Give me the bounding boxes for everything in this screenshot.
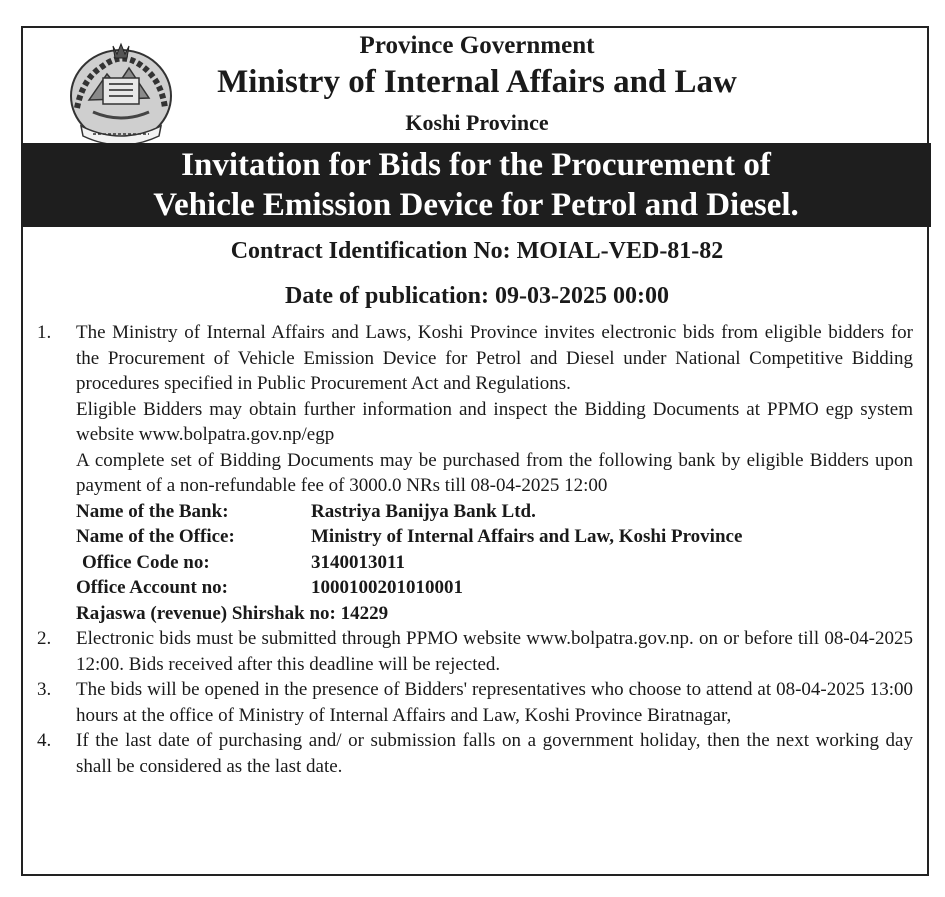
contract-identification: Contract Identification No: MOIAL-VED-81-82 [230, 238, 724, 264]
ministry-name: Ministry of Internal Affairs and Law [217, 64, 737, 100]
list-item [23, 320, 931, 626]
item-paragraph: Electronic bids must be submitted through PPMO website www.bolpatra.gov.np. on or before till 08-04-2025 12:00. Bids received after this deadline will be rejected. [76, 628, 913, 675]
office-account-value: 1000100201010001 [311, 577, 463, 598]
office-name-row [76, 524, 913, 550]
item-number: 1. [37, 322, 52, 343]
item-number: 4. [37, 730, 52, 751]
bank-name-value: Rastriya Banijya Bank Ltd. [311, 500, 536, 522]
notice-body [23, 320, 931, 779]
list-item [23, 728, 931, 779]
office-code-value: 3140013011 [311, 551, 405, 573]
office-code-label: Office Code no: [82, 551, 210, 573]
office-code-row [76, 550, 913, 576]
bank-name-label: Name of the Bank: [76, 500, 229, 522]
item-number: 2. [37, 628, 52, 649]
item-paragraph: A complete set of Bidding Documents may be purchased from the following bank by eligible Bidders upon payment of a non-refundable fee of 3000.0 NRs till 08-04-2025 12:00 [76, 449, 913, 496]
title-banner [21, 143, 931, 227]
office-account-row [76, 575, 913, 601]
province-name: Koshi Province [405, 110, 549, 135]
bank-name-row [76, 499, 913, 525]
notice-frame [21, 26, 929, 876]
item-paragraph: If the last date of purchasing and/ or submission falls on a government holiday, then the next working day shall be considered as the last date. [76, 730, 913, 777]
item-paragraph: The Ministry of Internal Affairs and Laws, Koshi Province invites electronic bids from eligible bidders for the Procurement of Vehicle Emission Device for Petrol and Diesel under National Competitive Bidding procedures specified in Public Procurement Act and Regulations. [76, 322, 913, 394]
rajaswa-shirshak: Rajaswa (revenue) Shirshak no: 14229 [76, 602, 389, 624]
item-paragraph: Eligible Bidders may obtain further information and inspect the Bidding Documents at PPMO egp system website www.bolpatra.gov.np/egp [76, 398, 913, 445]
header-line-1: Province Government [359, 32, 595, 59]
list-item [23, 677, 931, 728]
item-number: 3. [37, 679, 52, 700]
office-name-label: Name of the Office: [76, 526, 235, 547]
office-account-label: Office Account no: [76, 577, 228, 598]
title-line-1: Invitation for Bids for the Procurement of [181, 147, 771, 183]
office-name-value: Ministry of Internal Affairs and Law, Koshi Province [311, 526, 743, 547]
list-item [23, 626, 931, 677]
publication-date: Date of publication: 09-03-2025 00:00 [285, 283, 669, 309]
item-paragraph: The bids will be opened in the presence of Bidders' representatives who choose to attend at 08-04-2025 13:00 hours at the office of Ministry of Internal Affairs and Law, Koshi Province Biratnagar, [76, 679, 913, 726]
title-line-2: Vehicle Emission Device for Petrol and Diesel. [153, 187, 799, 223]
